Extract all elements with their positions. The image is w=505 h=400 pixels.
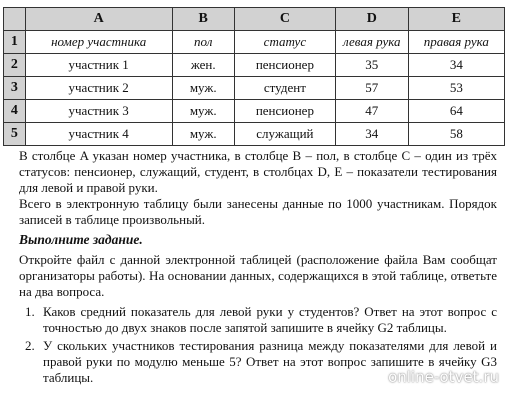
table-cell: левая рука [335,31,408,54]
row-number: 4 [4,100,26,123]
question-number: 1. [25,304,35,319]
table-cell: служащий [234,123,335,146]
table-row [4,123,505,146]
table-cell: 57 [335,77,408,100]
row-number: 1 [4,31,26,54]
question-text: У скольких участников тестирования разница между показателями для левой и правой руки по модулю меньше 5? Ответ на этот вопрос запишите в ячейку G3 таблицы. [43,338,497,385]
table-cell: участник 3 [25,100,172,123]
table-cell: муж. [172,100,234,123]
column-header-c: C [234,8,335,31]
column-header-d: D [335,8,408,31]
question-text: Каков средний показатель для левой руки у студентов? Ответ на этот вопрос с точностью до двух знаков после запятой запишите в ячейку G2 таблицы. [43,304,497,335]
table-cell: муж. [172,123,234,146]
table-row [4,100,505,123]
table-cell: статус [234,31,335,54]
table-cell: 34 [408,54,504,77]
cropped-text-strip [0,0,505,6]
corner-cell [4,8,26,31]
question-item [19,304,497,336]
row-number: 3 [4,77,26,100]
spreadsheet-table [3,7,505,146]
row-number: 2 [4,54,26,77]
column-header-b: B [172,8,234,31]
table-row [4,54,505,77]
table-cell: 35 [335,54,408,77]
table-cell: пенсионер [234,100,335,123]
table-cell: участник 2 [25,77,172,100]
table-cell: 58 [408,123,504,146]
table-cell: пол [172,31,234,54]
table-cell: номер участника [25,31,172,54]
column-header-a: A [25,8,172,31]
table-cell: муж. [172,77,234,100]
table-cell: участник 4 [25,123,172,146]
watermark: online-otvet.ru [388,368,499,386]
table-cell: 64 [408,100,504,123]
table-cell: 34 [335,123,408,146]
row-number: 5 [4,123,26,146]
description-text [19,148,497,228]
table-cell: 47 [335,100,408,123]
table-cell: участник 1 [25,54,172,77]
task-heading: Выполните задание. [19,232,143,247]
table-cell: 53 [408,77,504,100]
table-row [4,77,505,100]
table-row [4,31,505,54]
description-paragraph: Всего в электронную таблицу были занесены данные по 1000 участникам. Порядок записей в таблице произвольный. [19,196,497,227]
table-cell: правая рука [408,31,504,54]
column-header-e: E [408,8,504,31]
description-paragraph: В столбце A указан номер участника, в столбце B – пол, в столбце C – один из трёх статусов: пенсионер, служащий, студент, в столбцах D, E – показатели тестирования для левой и правой руки. [19,148,497,195]
column-header-row [4,8,505,31]
table-cell: жен. [172,54,234,77]
table-cell: студент [234,77,335,100]
table-cell: пенсионер [234,54,335,77]
question-number: 2. [25,338,35,353]
task-intro: Откройте файл с данной электронной таблицей (расположение файла Вам сообщат организаторы работы). На основании данных, содержащихся в этой таблице, ответьте на два вопроса. [19,252,497,299]
